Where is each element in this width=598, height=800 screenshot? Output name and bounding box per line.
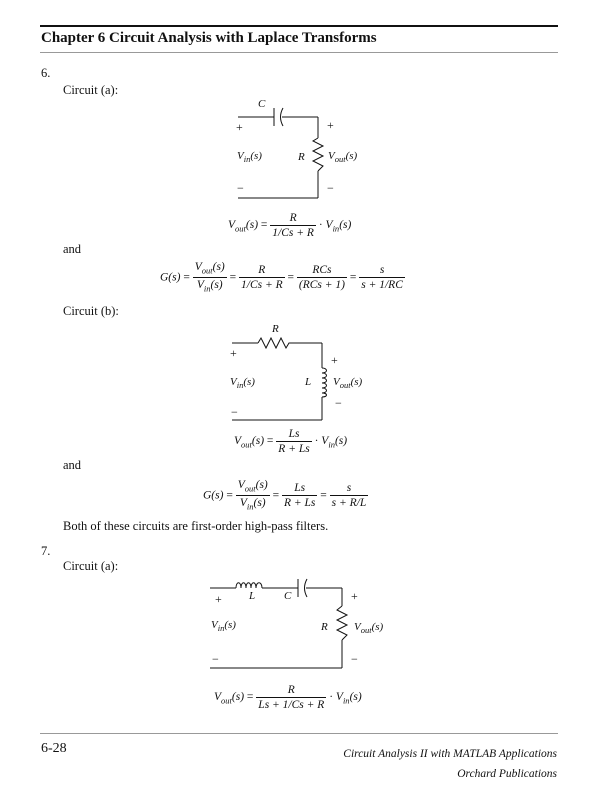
equation-vout: $V_{out}(s)$ = $\frac{R}{1/Cs + R}$ · $V_{in}(s)$	[228, 212, 352, 239]
resistor-label: R	[321, 621, 328, 633]
circuit-label: Circuit (a):	[63, 559, 119, 573]
minus-sign: −	[237, 181, 244, 195]
minus-sign: −	[212, 652, 219, 666]
vout-label: $V_{out}(s)$	[328, 150, 358, 165]
resistor-symbol	[337, 606, 347, 640]
minus-sign: −	[327, 181, 334, 195]
resistor-label: R	[298, 151, 305, 163]
plus-sign: +	[351, 589, 358, 603]
inductor-label: L	[249, 590, 256, 602]
plus-sign: +	[236, 120, 243, 134]
problem-number: 6.	[41, 66, 51, 80]
inductor-symbol	[322, 368, 327, 397]
footer-rule	[40, 733, 558, 734]
circuit-label: Circuit (b):	[63, 304, 119, 318]
inductor-label: L	[305, 376, 312, 388]
and-text: and	[63, 242, 82, 256]
plus-sign: +	[230, 346, 237, 360]
chapter-title: Chapter 6 Circuit Analysis with Laplace Transforms	[41, 30, 377, 46]
equation-vout: $V_{out}(s)$ = $\frac{R}{Ls + 1/Cs + R}$ · $V_{in}(s)$	[214, 684, 362, 711]
circuit-label: Circuit (a):	[63, 83, 119, 97]
capacitor-label: C	[284, 590, 292, 602]
conclusion-text: Both of these circuits are first-order high-pass filters.	[63, 519, 329, 533]
vout-label: $V_{out}(s)$	[333, 376, 363, 391]
equation-transfer-function: G(s) = $\frac{V_{out}(s)}{V_{in}(s)}$ = $\frac{R}{1/Cs + R}$ = $\frac{\text{RCs}}{\text{(RCs + 1)}}$ = $\frac{s}{s + 1/RC}$	[160, 261, 403, 294]
minus-sign: −	[351, 652, 358, 666]
resistor-symbol	[313, 138, 323, 171]
book-title: Circuit Analysis II with MATLAB Applications	[343, 748, 557, 760]
plus-sign: +	[215, 592, 222, 606]
vin-label: $V_{in}(s)$	[211, 619, 236, 634]
page-number: 6-28	[41, 741, 67, 756]
capacitor-label: C	[258, 98, 266, 110]
equation-vout: $V_{out}(s)$ = $\frac{Ls}{R + Ls}$ · $V_{in}(s)$	[234, 428, 348, 455]
vout-label: $V_{out}(s)$	[354, 621, 384, 636]
capacitor-symbol	[274, 108, 283, 126]
vin-label: $V_{in}(s)$	[237, 150, 262, 165]
minus-sign: −	[231, 405, 238, 419]
footer-credits	[343, 744, 557, 784]
plus-sign: +	[327, 118, 334, 132]
resistor-label: R	[272, 323, 279, 335]
vin-label: $V_{in}(s)$	[230, 376, 255, 391]
problem-number: 7.	[41, 544, 51, 558]
publisher-name: Orchard Publications	[457, 768, 557, 780]
capacitor-symbol	[298, 579, 307, 597]
inductor-symbol	[236, 583, 262, 588]
resistor-symbol	[258, 338, 292, 348]
equation-transfer-function: G(s) = $\frac{V_{out}(s)}{V_{in}(s)}$ = $\frac{Ls}{R + Ls}$ = $\frac{s}{s + R/L}$	[203, 479, 367, 512]
plus-sign: +	[331, 353, 338, 367]
and-text: and	[63, 458, 82, 472]
minus-sign: −	[335, 396, 342, 410]
